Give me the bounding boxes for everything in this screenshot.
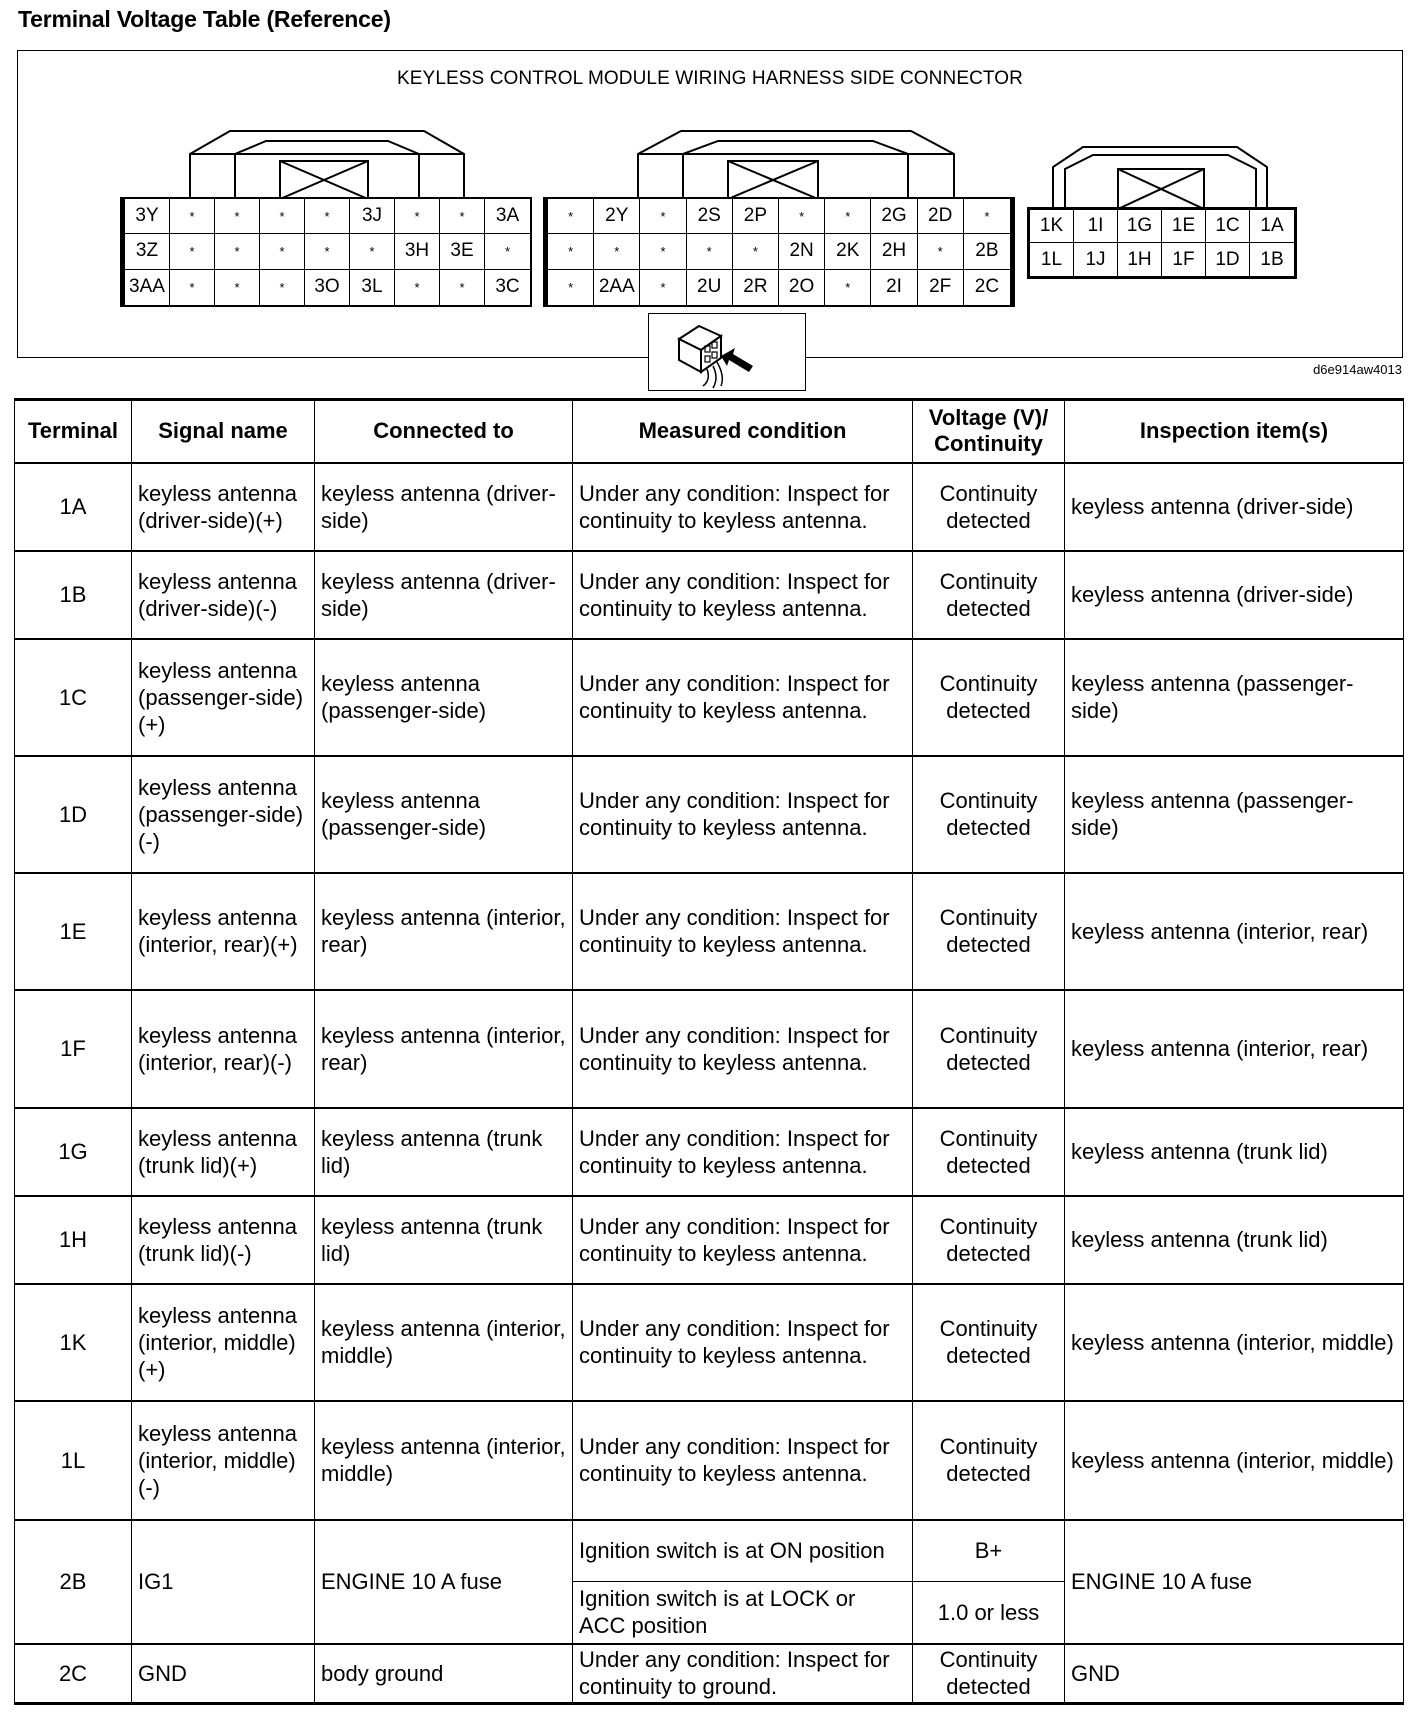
pin-label: 1I	[1074, 210, 1118, 243]
unused-pin: *	[440, 270, 485, 305]
table-row-1H	[15, 1196, 1404, 1284]
connector-3	[118, 99, 538, 309]
unused-pin: *	[170, 199, 215, 234]
table-row-1B	[15, 551, 1404, 639]
pin-label: 2U	[687, 270, 733, 305]
connector-2-pin-grid	[543, 197, 1015, 307]
cell-inspection-item: keyless antenna (driver-side)	[1065, 551, 1404, 639]
cell-inspection-item: keyless antenna (trunk lid)	[1065, 1196, 1404, 1284]
cell-connected-to: keyless antenna (interior, rear)	[315, 990, 573, 1108]
header-inspection-items: Inspection item(s)	[1065, 400, 1404, 463]
cell-measured-condition: Under any condition: Inspect for continuity to keyless antenna.	[573, 990, 913, 1108]
cell-connected-to: keyless antenna (passenger-side)	[315, 756, 573, 873]
cell-voltage: 1.0 or less	[913, 1582, 1065, 1644]
cell-inspection-item: ENGINE 10 A fuse	[1065, 1520, 1404, 1644]
cell-connected-to: keyless antenna (trunk lid)	[315, 1108, 573, 1196]
cell-connected-to: keyless antenna (trunk lid)	[315, 1196, 573, 1284]
pin-label: 2R	[733, 270, 779, 305]
cell-terminal: 1L	[15, 1401, 132, 1520]
cell-connected-to: keyless antenna (interior, rear)	[315, 873, 573, 990]
pin-label: 3AA	[125, 270, 170, 305]
pin-label: 2Y	[594, 199, 640, 234]
pin-label: 3O	[305, 270, 350, 305]
cell-signal-name: keyless antenna (interior, middle)(+)	[132, 1284, 315, 1401]
pin-label: 2G	[871, 199, 917, 234]
unused-pin: *	[170, 234, 215, 269]
page-title: Terminal Voltage Table (Reference)	[18, 6, 391, 32]
header-terminal: Terminal	[15, 400, 132, 463]
table-row-1C	[15, 639, 1404, 756]
pin-label: 1J	[1074, 243, 1118, 276]
pin-label: 2S	[687, 199, 733, 234]
harness-side-view-icon	[648, 313, 806, 391]
pin-label: 1H	[1118, 243, 1162, 276]
terminal-voltage-table	[14, 398, 1404, 1705]
unused-pin: *	[779, 199, 825, 234]
table-row-1E	[15, 873, 1404, 990]
unused-pin: *	[964, 199, 1010, 234]
pin-label: 1F	[1162, 243, 1206, 276]
pin-label: 2H	[871, 234, 917, 269]
cell-signal-name: keyless antenna (interior, rear)(+)	[132, 873, 315, 990]
cell-signal-name: keyless antenna (driver-side)(-)	[132, 551, 315, 639]
connector-1-pin-grid	[1027, 207, 1297, 279]
cell-voltage: B+	[913, 1520, 1065, 1582]
unused-pin: *	[215, 234, 260, 269]
table-row-1K	[15, 1284, 1404, 1401]
header-connected-to: Connected to	[315, 400, 573, 463]
connector-latch-icon	[543, 99, 1018, 199]
pin-label: 3Y	[125, 199, 170, 234]
connector-figure	[17, 50, 1403, 358]
table-header-row	[15, 400, 1404, 463]
cell-terminal: 1G	[15, 1108, 132, 1196]
table-row-2C	[15, 1644, 1404, 1704]
unused-pin: *	[485, 234, 530, 269]
cell-voltage: Continuity detected	[913, 756, 1065, 873]
pin-label: 2K	[825, 234, 871, 269]
cell-measured-condition: Under any condition: Inspect for continuity to keyless antenna.	[573, 1108, 913, 1196]
header-voltage-line2: Continuity	[934, 431, 1043, 457]
cell-measured-condition: Ignition switch is at LOCK or ACC position	[573, 1582, 913, 1644]
cell-measured-condition: Under any condition: Inspect for continuity to keyless antenna.	[573, 639, 913, 756]
cell-voltage: Continuity detected	[913, 1196, 1065, 1284]
cell-inspection-item: keyless antenna (interior, rear)	[1065, 873, 1404, 990]
cell-signal-name: GND	[132, 1644, 315, 1704]
pin-label: 2F	[918, 270, 964, 305]
table-row-1D	[15, 756, 1404, 873]
unused-pin: *	[548, 270, 594, 305]
pin-label: 2AA	[594, 270, 640, 305]
cell-measured-condition: Under any condition: Inspect for continuity to ground.	[573, 1644, 913, 1704]
cell-inspection-item: GND	[1065, 1644, 1404, 1704]
unused-pin: *	[440, 199, 485, 234]
unused-pin: *	[260, 199, 305, 234]
cell-inspection-item: keyless antenna (passenger-side)	[1065, 639, 1404, 756]
pin-label: 2D	[918, 199, 964, 234]
cell-terminal: 1K	[15, 1284, 132, 1401]
cell-terminal: 2C	[15, 1644, 132, 1704]
cell-voltage: Continuity detected	[913, 990, 1065, 1108]
unused-pin: *	[825, 270, 871, 305]
unused-pin: *	[733, 234, 779, 269]
header-voltage-line1: Voltage (V)/	[928, 405, 1049, 431]
cell-connected-to: keyless antenna (interior, middle)	[315, 1284, 573, 1401]
pin-label: 1G	[1118, 210, 1162, 243]
cell-signal-name: keyless antenna (trunk lid)(-)	[132, 1196, 315, 1284]
cell-measured-condition: Ignition switch is at ON position	[573, 1520, 913, 1582]
unused-pin: *	[548, 199, 594, 234]
unused-pin: *	[687, 234, 733, 269]
cell-measured-condition: Under any condition: Inspect for continuity to keyless antenna.	[573, 551, 913, 639]
cell-signal-name: keyless antenna (driver-side)(+)	[132, 463, 315, 551]
cell-voltage: Continuity detected	[913, 463, 1065, 551]
cell-terminal: 1H	[15, 1196, 132, 1284]
unused-pin: *	[548, 234, 594, 269]
cell-connected-to: keyless antenna (passenger-side)	[315, 639, 573, 756]
cell-signal-name: keyless antenna (trunk lid)(+)	[132, 1108, 315, 1196]
connector-latch-icon	[118, 99, 538, 199]
cell-voltage: Continuity detected	[913, 639, 1065, 756]
cell-terminal: 2B	[15, 1520, 132, 1644]
connector-1	[1023, 119, 1303, 279]
pin-label: 3C	[495, 276, 520, 298]
cell-inspection-item: keyless antenna (trunk lid)	[1065, 1108, 1404, 1196]
pin-label: 1B	[1260, 248, 1284, 270]
connector-3-pin-grid	[120, 197, 532, 307]
pin-label: 1A	[1250, 210, 1294, 243]
pin-label: 3A	[485, 199, 530, 234]
unused-pin: *	[395, 270, 440, 305]
pin-label: 1L	[1030, 243, 1074, 276]
connector-latch-icon	[1023, 119, 1303, 209]
unused-pin: *	[640, 270, 686, 305]
pin-label: 2P	[733, 199, 779, 234]
cell-terminal: 1C	[15, 639, 132, 756]
cell-terminal: 1D	[15, 756, 132, 873]
unused-pin: *	[395, 199, 440, 234]
cell-signal-name: keyless antenna (passenger-side)(+)	[132, 639, 315, 756]
unused-pin: *	[640, 199, 686, 234]
unused-pin: *	[260, 270, 305, 305]
cell-voltage: Continuity detected	[913, 1284, 1065, 1401]
cell-terminal: 1F	[15, 990, 132, 1108]
pin-label: 3J	[350, 199, 395, 234]
unused-pin: *	[825, 199, 871, 234]
cell-voltage: Continuity detected	[913, 1644, 1065, 1704]
unused-pin: *	[640, 234, 686, 269]
cell-signal-name: keyless antenna (passenger-side)(-)	[132, 756, 315, 873]
unused-pin: *	[215, 199, 260, 234]
cell-connected-to: body ground	[315, 1644, 573, 1704]
pin-label: 1K	[1030, 210, 1074, 243]
cell-voltage: Continuity detected	[913, 873, 1065, 990]
cell-inspection-item: keyless antenna (interior, middle)	[1065, 1401, 1404, 1520]
pin-label: 3E	[440, 234, 485, 269]
table-row-1F	[15, 990, 1404, 1108]
cell-measured-condition: Under any condition: Inspect for continuity to keyless antenna.	[573, 873, 913, 990]
cell-signal-name: IG1	[132, 1520, 315, 1644]
cell-measured-condition: Under any condition: Inspect for continuity to keyless antenna.	[573, 756, 913, 873]
cell-voltage: Continuity detected	[913, 1108, 1065, 1196]
unused-pin: *	[170, 270, 215, 305]
pin-label: 2I	[871, 270, 917, 305]
pin-label: 2O	[779, 270, 825, 305]
cell-measured-condition: Under any condition: Inspect for continuity to keyless antenna.	[573, 1401, 913, 1520]
cell-measured-condition: Under any condition: Inspect for continuity to keyless antenna.	[573, 463, 913, 551]
cell-measured-condition: Under any condition: Inspect for continuity to keyless antenna.	[573, 1196, 913, 1284]
pin-label: 3H	[395, 234, 440, 269]
cell-inspection-item: keyless antenna (passenger-side)	[1065, 756, 1404, 873]
cell-signal-name: keyless antenna (interior, rear)(-)	[132, 990, 315, 1108]
cell-inspection-item: keyless antenna (interior, rear)	[1065, 990, 1404, 1108]
pin-label: 1C	[1206, 210, 1250, 243]
cell-voltage: Continuity detected	[913, 551, 1065, 639]
table-row-1L	[15, 1401, 1404, 1520]
figure-caption: KEYLESS CONTROL MODULE WIRING HARNESS SIDE CONNECTOR	[397, 68, 1023, 89]
pin-label: 3L	[350, 270, 395, 305]
cell-signal-name: keyless antenna (interior, middle)(-)	[132, 1401, 315, 1520]
cell-connected-to: keyless antenna (driver-side)	[315, 463, 573, 551]
unused-pin: *	[260, 234, 305, 269]
pin-label: 3Z	[125, 234, 170, 269]
pin-label: 2C	[974, 276, 1000, 298]
header-measured-condition: Measured condition	[573, 400, 913, 463]
cell-terminal: 1A	[15, 463, 132, 551]
unused-pin: *	[350, 234, 395, 269]
cell-voltage: Continuity detected	[913, 1401, 1065, 1520]
pin-label: 2N	[779, 234, 825, 269]
unused-pin: *	[594, 234, 640, 269]
figure-id: d6e914aw4013	[1313, 362, 1402, 377]
cell-terminal: 1B	[15, 551, 132, 639]
header-signal-name: Signal name	[132, 400, 315, 463]
cell-connected-to: keyless antenna (driver-side)	[315, 551, 573, 639]
pin-label: 2B	[964, 234, 1010, 269]
cell-inspection-item: keyless antenna (interior, middle)	[1065, 1284, 1404, 1401]
unused-pin: *	[215, 270, 260, 305]
header-voltage-continuity	[913, 400, 1065, 463]
cell-inspection-item: keyless antenna (driver-side)	[1065, 463, 1404, 551]
cell-terminal: 1E	[15, 873, 132, 990]
table-row-1G	[15, 1108, 1404, 1196]
pin-label: 1D	[1206, 243, 1250, 276]
connector-2	[543, 99, 1018, 309]
cell-connected-to: keyless antenna (interior, middle)	[315, 1401, 573, 1520]
cell-measured-condition: Under any condition: Inspect for continuity to keyless antenna.	[573, 1284, 913, 1401]
table-row-2B	[15, 1520, 1404, 1582]
unused-pin: *	[305, 199, 350, 234]
unused-pin: *	[305, 234, 350, 269]
unused-pin: *	[918, 234, 964, 269]
pin-label: 1E	[1162, 210, 1206, 243]
table-row-1A	[15, 463, 1404, 551]
cell-connected-to: ENGINE 10 A fuse	[315, 1520, 573, 1644]
